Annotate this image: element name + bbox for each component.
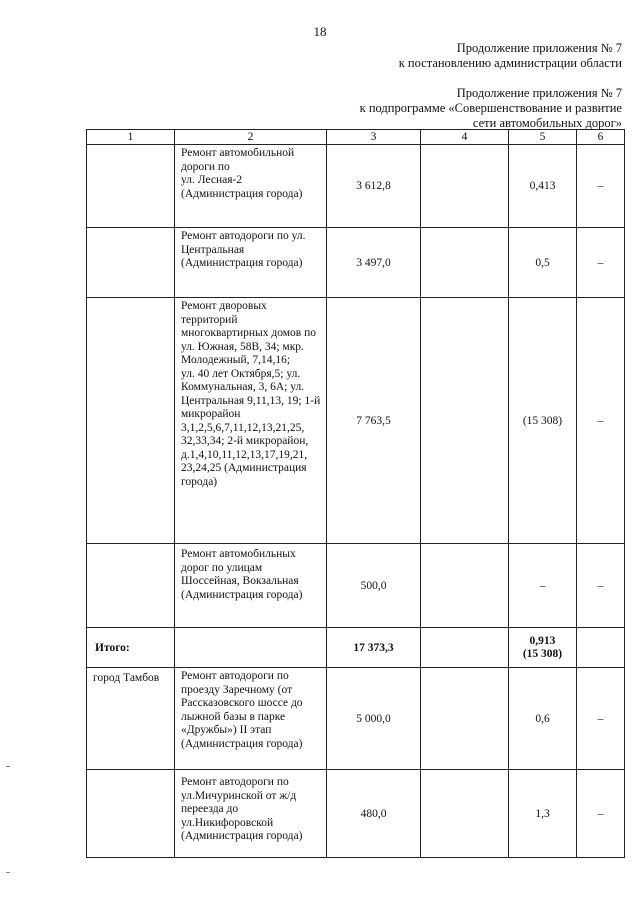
column-header: 4 bbox=[421, 130, 509, 145]
cell-description bbox=[175, 628, 327, 668]
table-row bbox=[87, 228, 625, 298]
cell-territory bbox=[87, 228, 175, 298]
table-row bbox=[87, 668, 625, 770]
page-number: 18 bbox=[313, 24, 327, 39]
cell-col4 bbox=[421, 145, 509, 228]
cell-col4 bbox=[421, 770, 509, 858]
cell-description: Ремонт автодороги по проезду Заречному (от Рассказовского шоссе до лыжной базы в парке «Дружбы») II этап (Администрация города) bbox=[175, 668, 327, 770]
cell-total-label: Итого: bbox=[87, 628, 175, 668]
cell-col4 bbox=[421, 544, 509, 628]
cell-length: 0,5 bbox=[509, 228, 577, 298]
cell-col6: – bbox=[577, 668, 625, 770]
cell-territory bbox=[87, 298, 175, 544]
cell-length: 1,3 bbox=[509, 770, 577, 858]
cell-territory: город Тамбов bbox=[87, 668, 175, 770]
cell-description: Ремонт дворовых территорий многоквартирных домов по ул. Южная, 58В, 34; мкр. Молодежный, 7,14,16; ул. 40 лет Октября,5; ул. Коммунальная, 3, 6А; ул. Центральная 9,11,13, 19; 1-й микрорайон 3,1,2,5,6,7,11,12,13,21,25, 32,33,34; 2-й микрорайон, д.1,4,10,11,12,13,17,19,21, 23,24,25 (Администрация города) bbox=[175, 298, 327, 544]
header-top-line-2: к постановлению администрации области bbox=[398, 56, 622, 70]
header-sub-line-1: Продолжение приложения № 7 bbox=[456, 86, 622, 100]
cell-territory bbox=[87, 145, 175, 228]
table-row bbox=[87, 298, 625, 544]
cell-length: (15 308) bbox=[509, 298, 577, 544]
cell-territory bbox=[87, 544, 175, 628]
table-row bbox=[87, 770, 625, 858]
cell-col4 bbox=[421, 628, 509, 668]
column-header: 2 bbox=[175, 130, 327, 145]
cell-length: 0,6 bbox=[509, 668, 577, 770]
cell-territory bbox=[87, 770, 175, 858]
cell-amount: 480,0 bbox=[327, 770, 421, 858]
cell-col6: – bbox=[577, 298, 625, 544]
cell-col4 bbox=[421, 298, 509, 544]
cell-length: 0,913 (15 308) bbox=[509, 628, 577, 668]
cell-amount: 17 373,3 bbox=[327, 628, 421, 668]
header-sub-line-3: сети автомобильных дорог» bbox=[472, 116, 622, 130]
cell-amount: 3 497,0 bbox=[327, 228, 421, 298]
cell-amount: 7 763,5 bbox=[327, 298, 421, 544]
header-top-block bbox=[399, 41, 622, 71]
appendix-table bbox=[86, 129, 625, 858]
column-header: 3 bbox=[327, 130, 421, 145]
column-header: 6 bbox=[577, 130, 625, 145]
cell-col4 bbox=[421, 668, 509, 770]
column-number-row bbox=[87, 130, 625, 145]
table-row bbox=[87, 145, 625, 228]
column-header: 1 bbox=[87, 130, 175, 145]
cell-col6: – bbox=[577, 228, 625, 298]
cell-amount: 3 612,8 bbox=[327, 145, 421, 228]
cell-length: – bbox=[509, 544, 577, 628]
cell-description: Ремонт автодороги по ул. Центральная (Администрация города) bbox=[175, 228, 327, 298]
cell-col6: – bbox=[577, 770, 625, 858]
cell-col6 bbox=[577, 628, 625, 668]
header-sub-line-2: к подпрограмме «Совершенствование и развитие bbox=[359, 101, 622, 115]
cell-description: Ремонт автомобильной дороги по ул. Лесная-2 (Администрация города) bbox=[175, 145, 327, 228]
cell-amount: 5 000,0 bbox=[327, 668, 421, 770]
cell-col6: – bbox=[577, 145, 625, 228]
cell-amount: 500,0 bbox=[327, 544, 421, 628]
column-header: 5 bbox=[509, 130, 577, 145]
cell-description: Ремонт автомобильных дорог по улицам Шоссейная, Вокзальная (Администрация города) bbox=[175, 544, 327, 628]
table-row-total bbox=[87, 628, 625, 668]
cell-length: 0,413 bbox=[509, 145, 577, 228]
margin-mark bbox=[6, 766, 10, 767]
cell-col4 bbox=[421, 228, 509, 298]
margin-mark bbox=[6, 872, 10, 873]
header-sub-block bbox=[360, 86, 622, 131]
cell-description: Ремонт автодороги по ул.Мичуринской от ж/д переезда до ул.Никифоровской (Администрация города) bbox=[175, 770, 327, 858]
header-top-line-1: Продолжение приложения № 7 bbox=[456, 41, 622, 55]
table-row bbox=[87, 544, 625, 628]
cell-col6: – bbox=[577, 544, 625, 628]
